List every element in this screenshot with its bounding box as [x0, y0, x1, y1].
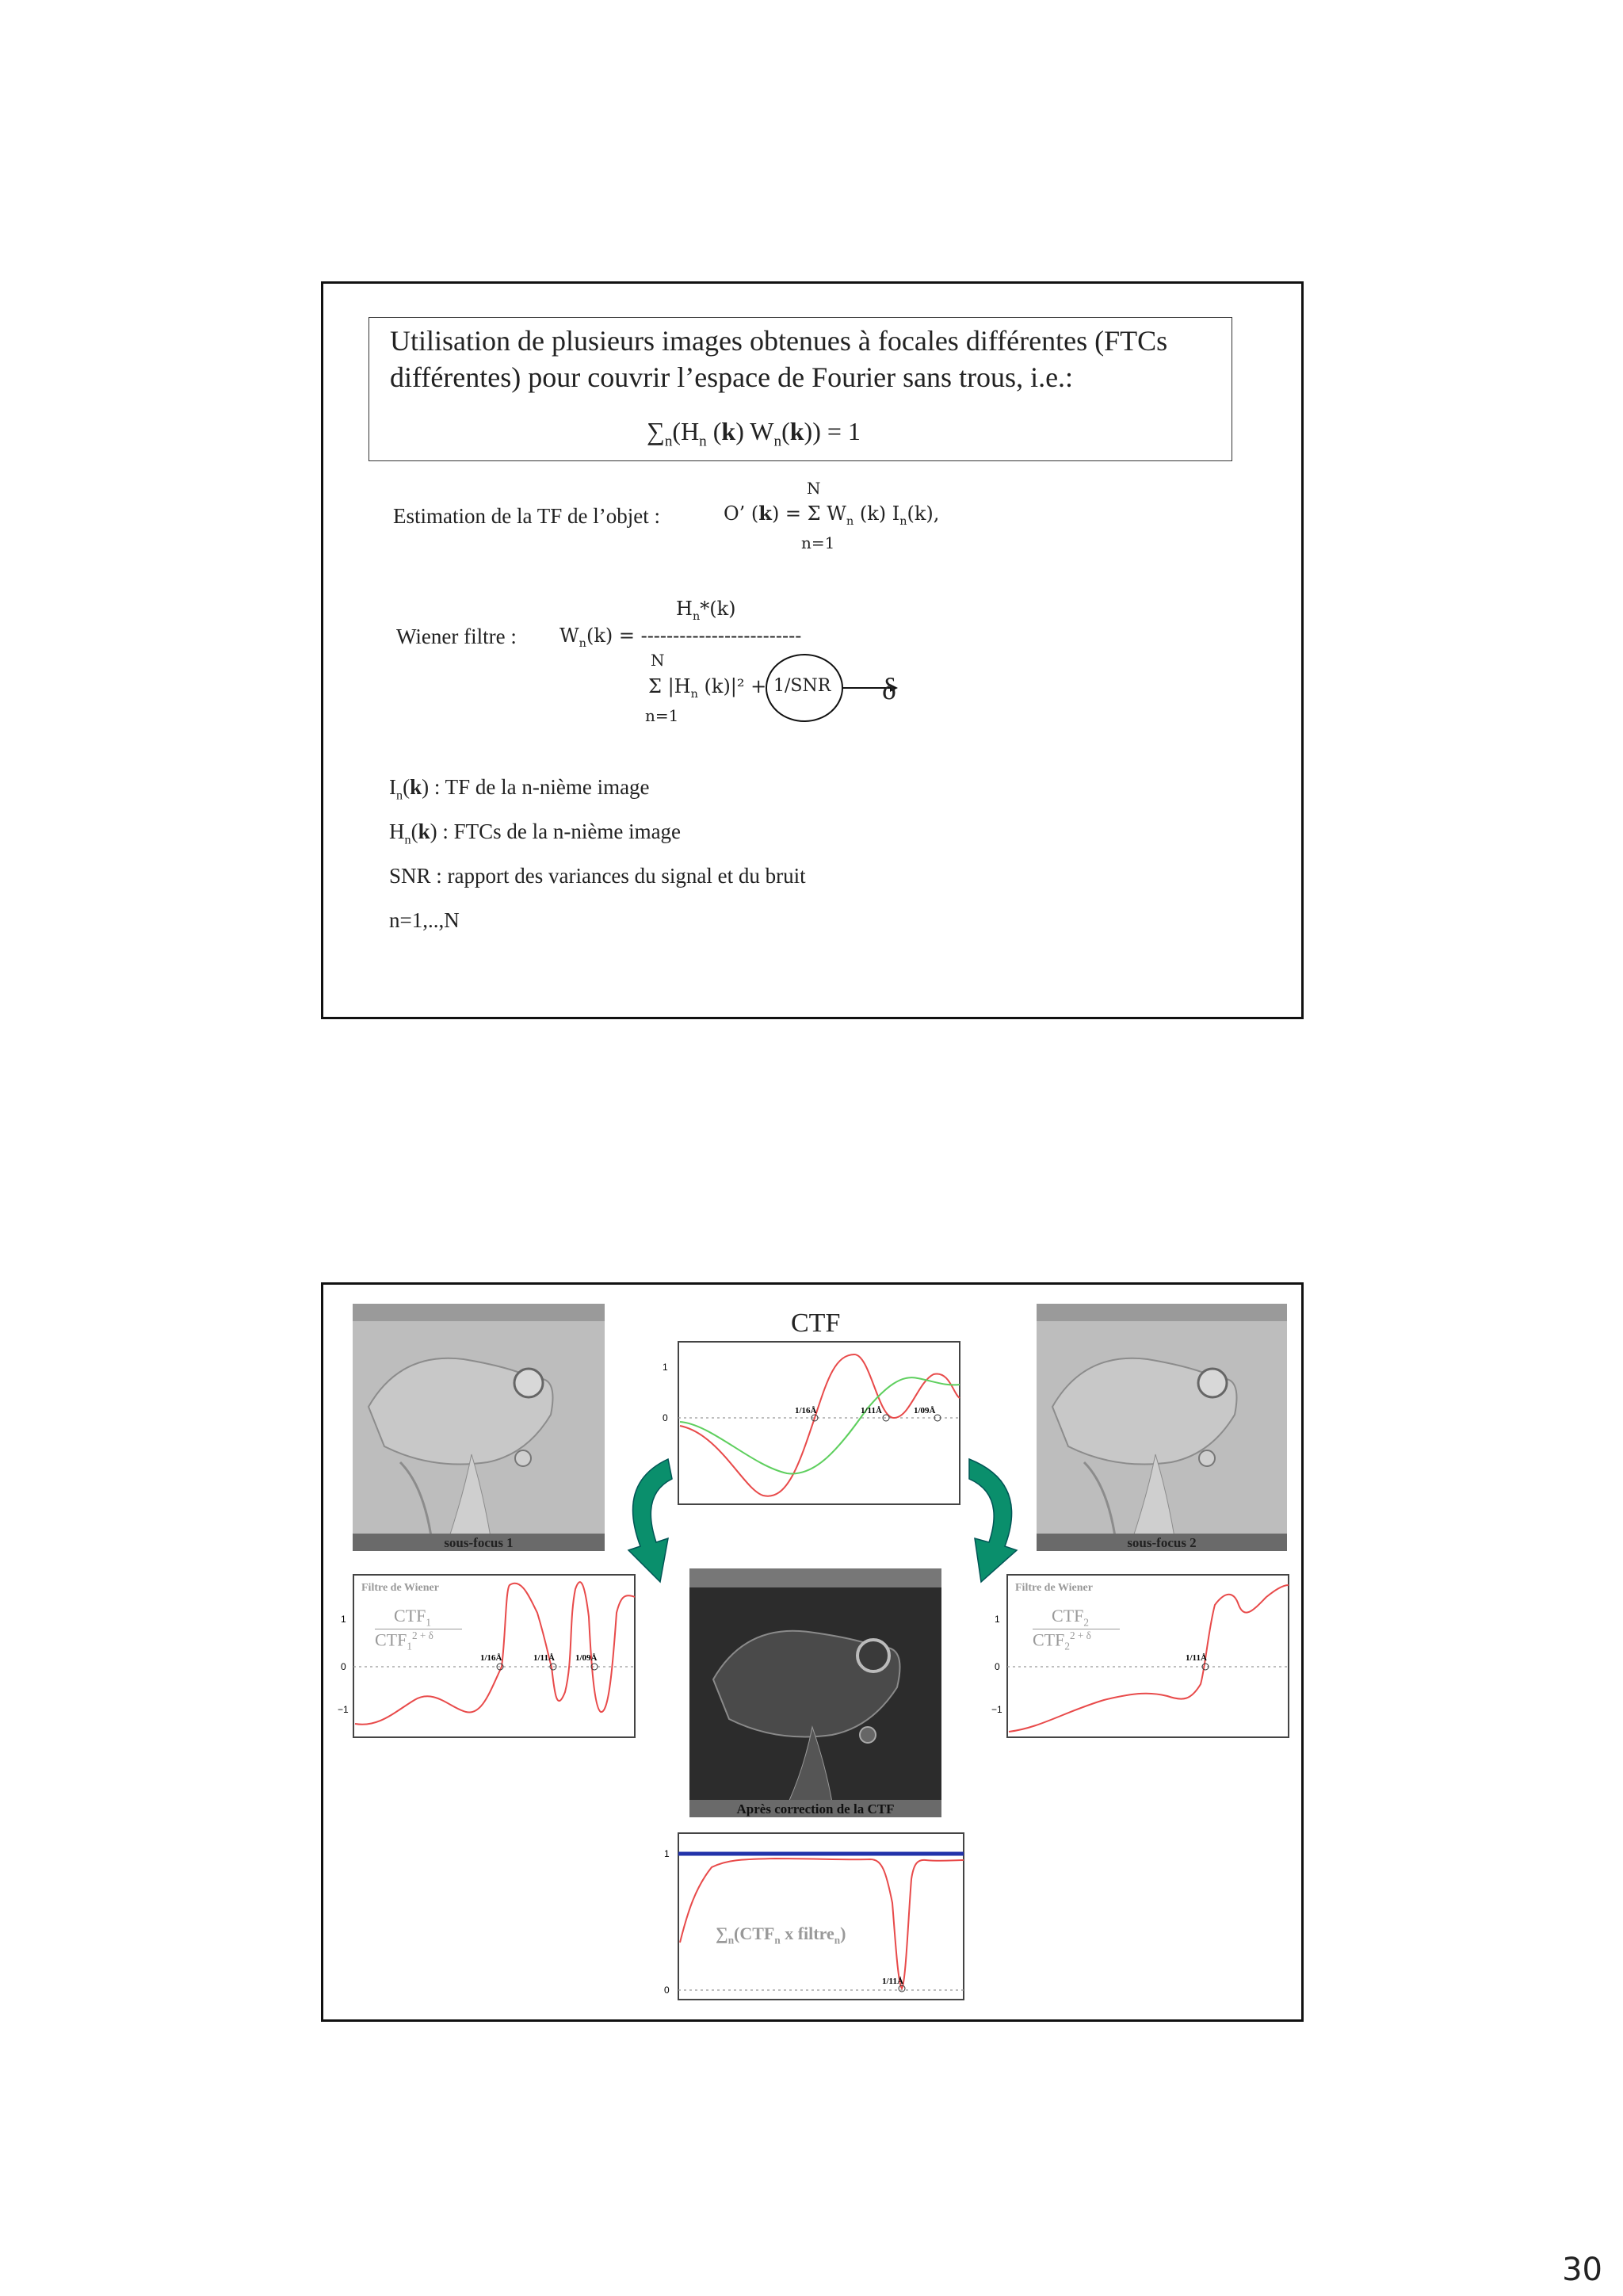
- ctf-tick-0: 0: [663, 1412, 668, 1423]
- frog-image-defocus-2: [1037, 1304, 1287, 1551]
- svg-text:1/16Å: 1/16Å: [480, 1653, 502, 1663]
- ctf-marker-label-1: 1/16Å: [795, 1406, 817, 1415]
- right-curved-arrow: [957, 1451, 1037, 1594]
- wiener-sum-bottom: n=1: [645, 706, 679, 725]
- filter-2-formula: $CTF_2$ $CTF_2^{2 + \delta}$: [1033, 1606, 1120, 1653]
- image-corrected: [689, 1568, 941, 1817]
- intro-text: Utilisation de plusieurs images obtenues à focales différentes (FTCs différentes) pour couvrir l’espace de Fourier sans trous, i.e.:: [390, 325, 1168, 393]
- svg-text:1: 1: [664, 1848, 670, 1859]
- wiener-filter-2-chart: [993, 1573, 1298, 1741]
- image-sous-focus-2: [1037, 1304, 1287, 1551]
- caption-sous-focus-1: sous-focus 1: [444, 1535, 514, 1550]
- svg-text:1/09Å: 1/09Å: [575, 1653, 598, 1663]
- ctf-title: CTF: [791, 1308, 841, 1338]
- slide-wiener-theory: [321, 281, 1304, 1019]
- ctf-marker-label-2: 1/11Å: [861, 1406, 882, 1415]
- filter-2-label: Filtre de Wiener: [1015, 1582, 1093, 1594]
- wiener-lhs: $W_n(k)$ = -------------------------: [559, 625, 802, 650]
- definition-range: n=1,..,N: [389, 908, 460, 932]
- wiener-sum-top: N: [651, 651, 665, 670]
- ctf-tick-1: 1: [663, 1362, 668, 1373]
- wiener-denominator: Σ $|H_n$ (k)|² +: [648, 675, 767, 701]
- wiener-label: Wiener filtre :: [396, 625, 517, 648]
- estimation-sum-bottom: n=1: [801, 533, 835, 552]
- sum-label: $\sum_n(CTF_n$ x filtre$_n$): [716, 1924, 846, 1946]
- estimation-equation: O’ (k) = Σ $W_n$ (k) $I_n(k)$,: [724, 502, 940, 528]
- sum-chart: [656, 1832, 969, 2006]
- svg-text:1: 1: [995, 1614, 1000, 1625]
- left-curved-arrow: [609, 1451, 680, 1594]
- snr-term: 1/SNR: [773, 676, 831, 696]
- svg-text:−1: −1: [338, 1704, 349, 1715]
- definition-snr: SNR : rapport des variances du signal et du bruit: [389, 864, 806, 888]
- page-number: 30: [1562, 2252, 1602, 2288]
- wiener-numerator: $H_n*(k)$: [676, 598, 736, 623]
- definition-in: $I_n(k)$ : TF de la n-nième image: [389, 775, 650, 803]
- svg-text:0: 0: [995, 1661, 1000, 1672]
- svg-text:1/11Å: 1/11Å: [882, 1977, 903, 1986]
- svg-text:−1: −1: [991, 1704, 1002, 1715]
- filter-1-formula: $CTF_1$ $CTF_1^{2 + \delta}$: [375, 1606, 462, 1653]
- svg-text:0: 0: [664, 1985, 670, 1996]
- estimation-label: Estimation de la TF de l’objet :: [393, 504, 660, 528]
- definition-hn: $H_n(k)$ : FTCs de la n-nième image: [389, 819, 682, 847]
- image-sous-focus-1: [353, 1304, 605, 1551]
- constraint-equation: $\sum_n(H_n$ (k) $W_n(k)) = 1$: [647, 417, 861, 450]
- slide-ctf-correction: [321, 1282, 1304, 2022]
- svg-text:1: 1: [341, 1614, 346, 1625]
- frog-image-defocus-1: [353, 1304, 605, 1551]
- svg-text:0: 0: [341, 1661, 346, 1672]
- frog-image-corrected: [689, 1568, 941, 1817]
- estimation-sum-top: N: [807, 479, 821, 498]
- svg-text:1/11Å: 1/11Å: [1186, 1653, 1207, 1663]
- ctf-marker-label-3: 1/09Å: [914, 1406, 936, 1415]
- wiener-filter-1-chart: [339, 1573, 640, 1741]
- delta-symbol: δ: [882, 673, 896, 706]
- ctf-chart: [656, 1339, 965, 1513]
- caption-sous-focus-2: sous-focus 2: [1127, 1535, 1197, 1550]
- svg-text:1/11Å: 1/11Å: [533, 1653, 555, 1663]
- caption-corrected: Après correction de la CTF: [736, 1801, 895, 1817]
- intro-box: [369, 317, 1232, 461]
- filter-1-label: Filtre de Wiener: [361, 1582, 439, 1594]
